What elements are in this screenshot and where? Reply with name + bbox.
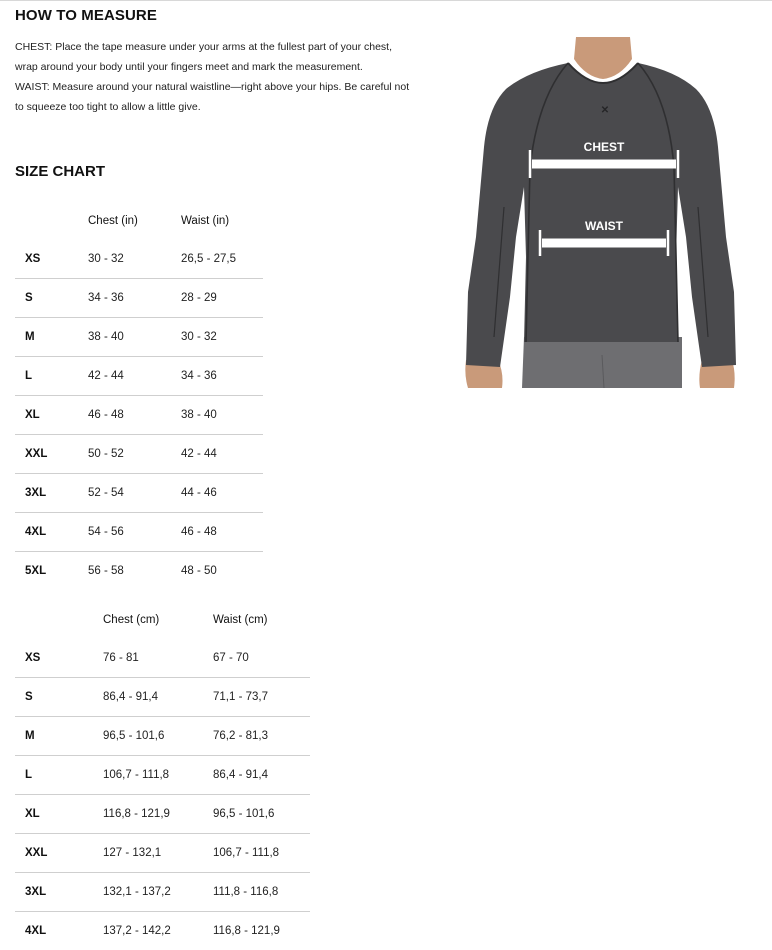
chest-cell: 38 - 40 xyxy=(88,318,181,357)
chest-cell: 132,1 - 137,2 xyxy=(103,873,213,912)
waist-cell: 96,5 - 101,6 xyxy=(213,795,310,834)
waist-cell: 86,4 - 91,4 xyxy=(213,756,310,795)
waist-cell: 44 - 46 xyxy=(181,474,263,513)
table-row xyxy=(15,873,310,912)
chest-cell: 137,2 - 142,2 xyxy=(103,912,213,950)
size-chart-heading: SIZE CHART xyxy=(15,163,105,180)
table-row xyxy=(15,318,263,357)
waist-cell: 30 - 32 xyxy=(181,318,263,357)
table-row xyxy=(15,474,263,513)
table-row xyxy=(15,552,263,591)
waist-instruction: WAIST: Measure around your natural waistline—right above your hips. Be careful not to squeeze too tight to allow a little give. xyxy=(15,77,415,117)
header-chest-cm: Chest (cm) xyxy=(103,600,213,639)
table-row xyxy=(15,357,263,396)
size-cell: M xyxy=(15,717,103,756)
chest-cell: 54 - 56 xyxy=(88,513,181,552)
size-cell: S xyxy=(15,279,88,318)
waist-cell: 71,1 - 73,7 xyxy=(213,678,310,717)
size-cell: XS xyxy=(15,639,103,678)
chest-cell: 52 - 54 xyxy=(88,474,181,513)
chest-cell: 46 - 48 xyxy=(88,396,181,435)
size-cell: XS xyxy=(15,240,88,279)
size-cell: M xyxy=(15,318,88,357)
size-table-cm xyxy=(15,600,310,950)
table-row xyxy=(15,678,310,717)
table-header-row xyxy=(15,201,263,240)
size-table-inches xyxy=(15,201,263,590)
size-cell: L xyxy=(15,756,103,795)
measurement-figure xyxy=(464,37,736,388)
table-row xyxy=(15,912,310,950)
chest-cell: 76 - 81 xyxy=(103,639,213,678)
waist-cell: 42 - 44 xyxy=(181,435,263,474)
waist-label: WAIST xyxy=(585,219,624,233)
chest-cell: 116,8 - 121,9 xyxy=(103,795,213,834)
waist-cell: 26,5 - 27,5 xyxy=(181,240,263,279)
measure-instructions xyxy=(15,37,415,117)
table-row xyxy=(15,639,310,678)
size-cell: XL xyxy=(15,795,103,834)
chest-cell: 106,7 - 111,8 xyxy=(103,756,213,795)
size-cell: 3XL xyxy=(15,474,88,513)
table-row xyxy=(15,756,310,795)
table-row xyxy=(15,834,310,873)
waist-cell: 34 - 36 xyxy=(181,357,263,396)
chest-cell: 30 - 32 xyxy=(88,240,181,279)
waist-cell: 106,7 - 111,8 xyxy=(213,834,310,873)
table-row xyxy=(15,396,263,435)
table-row xyxy=(15,279,263,318)
chest-cell: 34 - 36 xyxy=(88,279,181,318)
size-cell: 4XL xyxy=(15,912,103,950)
waist-cell: 111,8 - 116,8 xyxy=(213,873,310,912)
table-row xyxy=(15,513,263,552)
size-cell: L xyxy=(15,357,88,396)
brand-logo: ✕ xyxy=(601,105,609,116)
size-cell: XXL xyxy=(15,435,88,474)
chest-cell: 96,5 - 101,6 xyxy=(103,717,213,756)
chest-cell: 86,4 - 91,4 xyxy=(103,678,213,717)
table-header-row xyxy=(15,600,310,639)
waist-cell: 116,8 - 121,9 xyxy=(213,912,310,950)
header-size xyxy=(15,201,88,240)
chest-cell: 127 - 132,1 xyxy=(103,834,213,873)
how-to-measure-heading: HOW TO MEASURE xyxy=(15,7,157,24)
waist-cell: 48 - 50 xyxy=(181,552,263,591)
model-illustration xyxy=(464,37,736,388)
header-chest-in: Chest (in) xyxy=(88,201,181,240)
chest-instruction: CHEST: Place the tape measure under your arms at the fullest part of your chest, wrap around your body until your fingers meet and mark the measurement. xyxy=(15,37,415,77)
model-neck xyxy=(574,37,632,79)
waist-cell: 67 - 70 xyxy=(213,639,310,678)
top-divider xyxy=(0,0,772,1)
size-cell: 4XL xyxy=(15,513,88,552)
size-cell: 3XL xyxy=(15,873,103,912)
table-row xyxy=(15,435,263,474)
size-cell: XXL xyxy=(15,834,103,873)
header-size xyxy=(15,600,103,639)
chest-label: CHEST xyxy=(584,140,625,154)
size-cell: 5XL xyxy=(15,552,88,591)
chest-cell: 56 - 58 xyxy=(88,552,181,591)
size-cell: S xyxy=(15,678,103,717)
waist-cell: 38 - 40 xyxy=(181,396,263,435)
table-row xyxy=(15,717,310,756)
header-waist-cm: Waist (cm) xyxy=(213,600,310,639)
chest-cell: 42 - 44 xyxy=(88,357,181,396)
table-row xyxy=(15,795,310,834)
chest-cell: 50 - 52 xyxy=(88,435,181,474)
waist-cell: 28 - 29 xyxy=(181,279,263,318)
size-cell: XL xyxy=(15,396,88,435)
table-row xyxy=(15,240,263,279)
waist-cell: 46 - 48 xyxy=(181,513,263,552)
waist-cell: 76,2 - 81,3 xyxy=(213,717,310,756)
header-waist-in: Waist (in) xyxy=(181,201,263,240)
